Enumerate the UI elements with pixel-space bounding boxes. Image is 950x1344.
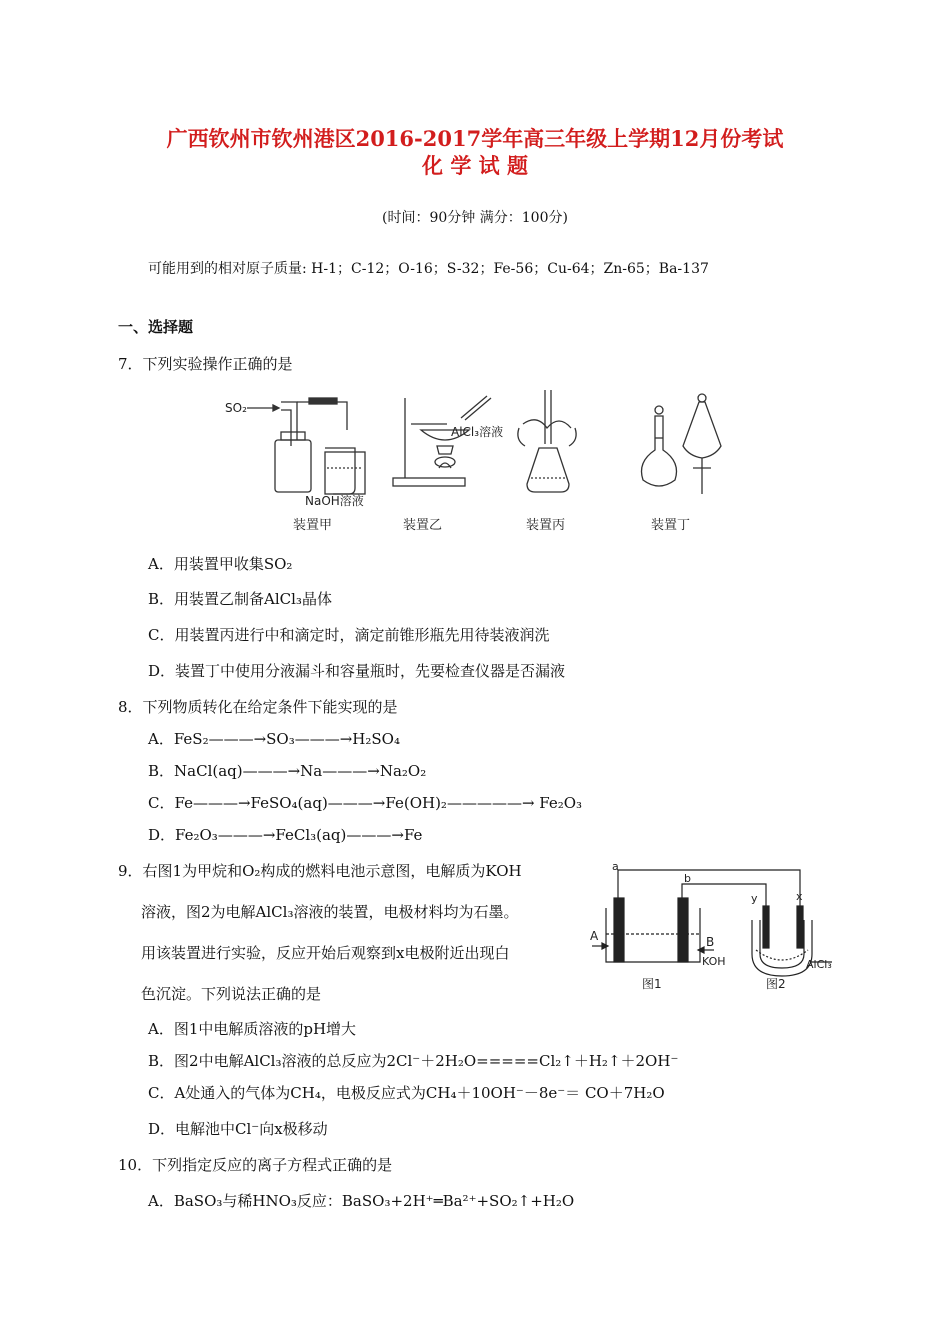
q7-option-d: D．装置丁中使用分液漏斗和容量瓶时，先要检查仪器是否漏液 — [148, 662, 566, 680]
naoh-label: NaOH溶液 — [305, 494, 364, 508]
q7-apparatus-figure — [215, 388, 745, 536]
q7-option-c: C．用装置丙进行中和滴定时，滴定前锥形瓶先用待装液润洗 — [148, 626, 550, 644]
fig1-caption: 图1 — [642, 977, 662, 991]
q7-option-a: A．用装置甲收集SO₂ — [148, 555, 293, 573]
q8-option-a: A．FeS₂———→SO₃———→H₂SO₄ — [148, 730, 400, 748]
apparatus-yi — [393, 396, 503, 486]
question-9-stem-line3: 用该装置进行实验，反应开始后观察到x电极附近出现白 — [141, 944, 510, 962]
apparatus-ding — [642, 394, 722, 494]
atomic-masses: 可能用到的相对原子质量: H-1；C-12；O-16；S-32；Fe-56；Cu-64；Zn-65；Ba-137 — [148, 261, 709, 277]
caption-ding: 装置丁 — [651, 518, 691, 533]
caption-yi: 装置乙 — [403, 518, 443, 533]
label-b: b — [684, 872, 691, 885]
label-koh: KOH — [702, 955, 726, 968]
q9-option-d: D．电解池中Cl⁻向x极移动 — [148, 1120, 328, 1138]
q8-option-c: C．Fe———→FeSO₄(aq)———→Fe(OH)₂—————→ Fe₂O₃ — [148, 794, 583, 812]
question-8-stem: 8．下列物质转化在给定条件下能实现的是 — [118, 698, 398, 716]
label-alcl3: AlCl₃ — [806, 958, 832, 971]
fig2-caption: 图2 — [766, 977, 786, 991]
q9-option-a: A．图1中电解质溶液的pH增大 — [148, 1020, 357, 1038]
label-A: A — [590, 929, 599, 943]
q10-option-a: A．BaSO₃与稀HNO₃反应：BaSO₃+2H⁺═Ba²⁺+SO₂↑+H₂O — [148, 1192, 575, 1210]
question-9-stem-line1: 9．右图1为甲烷和O₂构成的燃料电池示意图，电解质为KOH — [118, 862, 522, 880]
label-y: y — [751, 892, 758, 905]
time-info: (时间：90分钟 满分：100分) — [382, 210, 568, 226]
q9-option-c: C．A处通入的气体为CH₄，电极反应式为CH₄＋10OH⁻－8e⁻＝ CO＋7H₂O — [148, 1084, 665, 1102]
apparatus-bing — [518, 390, 576, 492]
question-7-stem: 7．下列实验操作正确的是 — [118, 355, 293, 373]
so2-label: SO₂ — [225, 401, 247, 415]
page-subtitle: 化 学 试 题 — [422, 153, 528, 178]
label-x: x — [796, 890, 803, 903]
question-9-stem-line2: 溶液，图2为电解AlCl₃溶液的装置，电极材料均为石墨。 — [141, 903, 519, 921]
alcl3-label: AlCl₃溶液 — [451, 425, 504, 439]
q8-option-d: D．Fe₂O₃———→FeCl₃(aq)———→Fe — [148, 826, 423, 844]
caption-bing: 装置丙 — [526, 518, 566, 533]
q9-option-b: B．图2中电解AlCl₃溶液的总反应为2Cl⁻＋2H₂O=====Cl₂↑＋H₂↑＋2OH⁻ — [148, 1052, 679, 1070]
q7-option-b: B．用装置乙制备AlCl₃晶体 — [148, 590, 332, 608]
apparatus-jia — [225, 398, 365, 508]
label-B: B — [706, 935, 715, 949]
q9-cell-figure — [588, 858, 848, 1000]
q8-option-b: B．NaCl(aq)———→Na———→Na₂O₂ — [148, 762, 427, 780]
label-a: a — [612, 860, 619, 873]
section-heading: 一、选择题 — [118, 318, 194, 336]
page-title: 广西钦州市钦州港区2016-2017学年高三年级上学期12月份考试 — [166, 126, 784, 151]
question-10-stem: 10．下列指定反应的离子方程式正确的是 — [118, 1156, 393, 1174]
question-9-stem-line4: 色沉淀。下列说法正确的是 — [141, 985, 322, 1003]
caption-jia: 装置甲 — [293, 518, 333, 533]
